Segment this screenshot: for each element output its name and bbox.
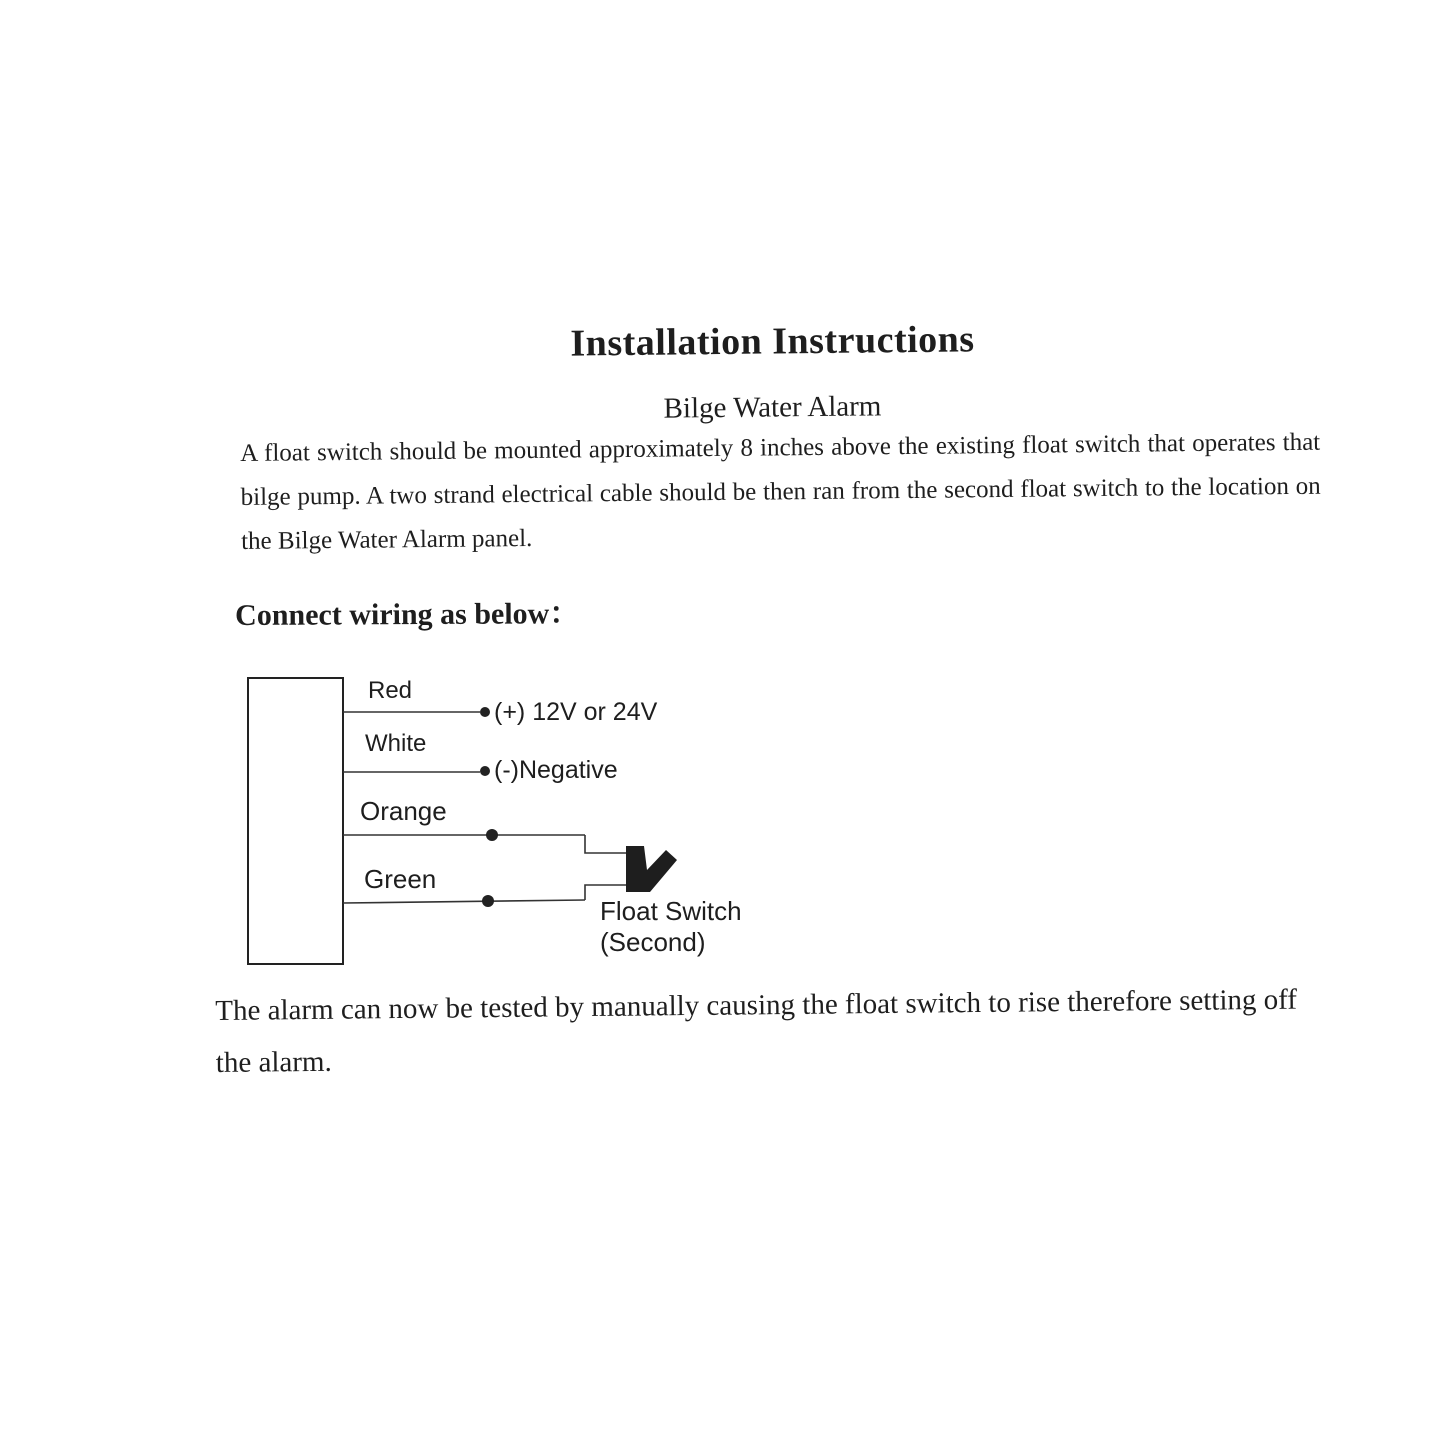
page-title: Installation Instructions (570, 318, 975, 365)
positive-terminal-label: (+) 12V or 24V (494, 698, 658, 726)
negative-terminal-dot (480, 766, 490, 776)
red-wire-label: Red (368, 677, 413, 704)
alarm-panel-box (248, 678, 343, 964)
orange-to-switch-lead (585, 835, 630, 853)
green-wire-label: Green (364, 864, 437, 894)
float-switch-label: Float Switch (600, 896, 742, 926)
wiring-heading: Connect wiring as below： (235, 597, 580, 632)
float-switch-sublabel: (Second) (600, 927, 706, 957)
positive-terminal-dot (480, 707, 490, 717)
green-terminal-dot (482, 895, 494, 907)
page-subtitle: Bilge Water Alarm (663, 390, 882, 425)
orange-terminal-dot (486, 829, 498, 841)
closing-paragraph: The alarm can now be tested by manually causing the float switch to rise therefore setting off the alarm. (215, 983, 1298, 1079)
wiring-diagram (230, 660, 790, 970)
green-wire (343, 900, 585, 903)
white-wire-label: White (365, 730, 427, 757)
float-switch-icon (626, 846, 677, 892)
orange-wire-label: Orange (360, 796, 447, 826)
negative-terminal-label: (-)Negative (494, 756, 618, 784)
intro-paragraph: A float switch should be mounted approximately 8 inches above the existing float switch that operates that bilge pump. A two strand electrical cable should be then ran from the second float switch to the location on the Bilge Water Alarm panel. (240, 428, 1321, 555)
